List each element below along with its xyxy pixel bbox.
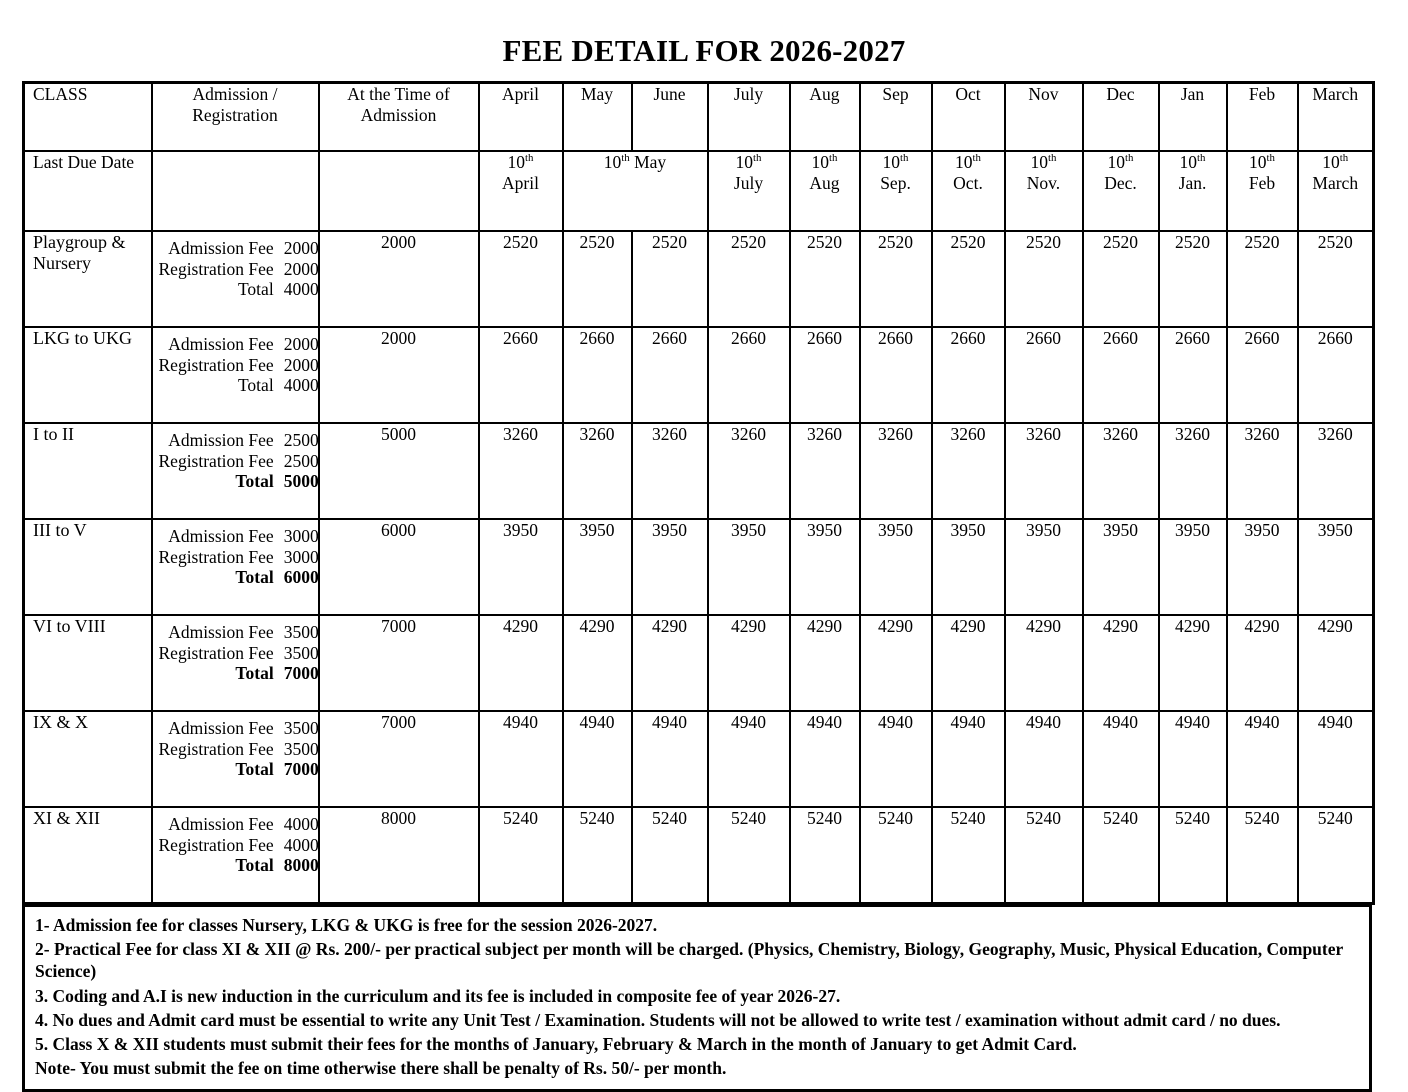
monthly-fee-march: 4940 [1298, 711, 1374, 807]
monthly-fee-july: 2660 [708, 327, 790, 423]
admission-fee-amount: 2000 [283, 334, 319, 354]
registration-fee-amount: 2000 [283, 354, 319, 375]
monthly-fee-july: 3260 [708, 423, 790, 519]
registration-fee-label: Registration Fee [158, 450, 274, 471]
registration-fee-label: Registration Fee [158, 642, 274, 663]
note-item: Note- You must submit the fee on time otherwise there shall be penalty of Rs. 50/- per month. [35, 1058, 727, 1079]
registration-fee-amount: 3000 [283, 546, 319, 567]
monthly-fee-aug: 3950 [790, 519, 860, 615]
monthly-fee-nov: 2520 [1005, 231, 1083, 327]
admission-fee-label: Admission Fee [168, 238, 274, 258]
registration-fee-label: Registration Fee [158, 738, 274, 759]
monthly-fee-oct: 4940 [932, 711, 1005, 807]
monthly-fee-dec: 2660 [1083, 327, 1159, 423]
monthly-fee-jan: 3950 [1159, 519, 1227, 615]
monthly-fee-aug: 4290 [790, 615, 860, 711]
registration-fee-amount: 2000 [283, 258, 319, 279]
header-month-march: March [1298, 83, 1374, 152]
admission-registration-breakdown [152, 615, 319, 711]
monthly-fee-feb: 3260 [1227, 423, 1298, 519]
admission-fee-amount: 3000 [283, 526, 319, 546]
admission-fee-label: Admission Fee [168, 430, 274, 450]
admission-registration-breakdown [152, 231, 319, 327]
total-fee-label: Total [235, 567, 274, 588]
header-month-aug: Aug [790, 83, 860, 152]
monthly-fee-jan: 5240 [1159, 807, 1227, 904]
due-date-oct: 10th Oct. [932, 151, 1005, 231]
monthly-fee-may: 2660 [563, 327, 632, 423]
monthly-fee-june: 5240 [632, 807, 708, 904]
table-row [24, 231, 1374, 327]
monthly-fee-feb: 4290 [1227, 615, 1298, 711]
monthly-fee-april: 3260 [479, 423, 563, 519]
monthly-fee-feb: 2520 [1227, 231, 1298, 327]
total-fee-amount: 6000 [283, 567, 319, 588]
admission-fee-amount: 2000 [283, 238, 319, 258]
registration-fee-label: Registration Fee [158, 546, 274, 567]
monthly-fee-sep: 5240 [860, 807, 932, 904]
monthly-fee-jan: 3260 [1159, 423, 1227, 519]
table-row [24, 519, 1374, 615]
header-at-time-of-admission: At the Time of Admission [319, 83, 479, 152]
monthly-fee-jan: 4290 [1159, 615, 1227, 711]
monthly-fee-june: 4940 [632, 711, 708, 807]
due-date-may: 10th May [563, 151, 708, 231]
registration-fee-amount: 3500 [283, 738, 319, 759]
monthly-fee-june: 4290 [632, 615, 708, 711]
class-name: III to V [24, 519, 152, 615]
monthly-fee-oct: 5240 [932, 807, 1005, 904]
monthly-fee-june: 2660 [632, 327, 708, 423]
total-fee-label: Total [235, 471, 274, 492]
table-row [24, 711, 1374, 807]
monthly-fee-july: 5240 [708, 807, 790, 904]
header-month-april: April [479, 83, 563, 152]
total-fee-label: Total [235, 759, 274, 780]
monthly-fee-may: 5240 [563, 807, 632, 904]
note-item: 4. No dues and Admit card must be essential to write any Unit Test / Examination. Students will not be allowed to write test / examination without admit card / no dues. [35, 1009, 1281, 1030]
monthly-fee-nov: 3950 [1005, 519, 1083, 615]
monthly-fee-oct: 4290 [932, 615, 1005, 711]
monthly-fee-june: 3950 [632, 519, 708, 615]
monthly-fee-sep: 4940 [860, 711, 932, 807]
registration-fee-amount: 4000 [283, 834, 319, 855]
at-time-of-admission-amount: 5000 [319, 423, 479, 519]
due-date-dec: 10th Dec. [1083, 151, 1159, 231]
admission-fee-label: Admission Fee [168, 622, 274, 642]
monthly-fee-dec: 3260 [1083, 423, 1159, 519]
admission-fee-label: Admission Fee [168, 526, 274, 546]
registration-fee-amount: 2500 [283, 450, 319, 471]
total-fee-amount: 7000 [283, 759, 319, 780]
total-fee-amount: 4000 [283, 375, 319, 396]
total-fee-amount: 8000 [283, 855, 319, 876]
monthly-fee-march: 4290 [1298, 615, 1374, 711]
header-class: CLASS [24, 83, 152, 152]
monthly-fee-july: 3950 [708, 519, 790, 615]
monthly-fee-aug: 5240 [790, 807, 860, 904]
monthly-fee-march: 2660 [1298, 327, 1374, 423]
header-month-nov: Nov [1005, 83, 1083, 152]
total-fee-label: Total [237, 375, 274, 396]
at-time-of-admission-amount: 6000 [319, 519, 479, 615]
due-date-nov: 10th Nov. [1005, 151, 1083, 231]
monthly-fee-april: 4940 [479, 711, 563, 807]
monthly-fee-july: 2520 [708, 231, 790, 327]
monthly-fee-jan: 4940 [1159, 711, 1227, 807]
monthly-fee-sep: 3950 [860, 519, 932, 615]
admission-fee-label: Admission Fee [168, 718, 274, 738]
at-time-of-admission-amount: 7000 [319, 615, 479, 711]
monthly-fee-april: 5240 [479, 807, 563, 904]
due-date-jan: 10th Jan. [1159, 151, 1227, 231]
monthly-fee-may: 3950 [563, 519, 632, 615]
class-name: XI & XII [24, 807, 152, 904]
monthly-fee-sep: 2660 [860, 327, 932, 423]
monthly-fee-dec: 4290 [1083, 615, 1159, 711]
table-row [24, 615, 1374, 711]
class-name: IX & X [24, 711, 152, 807]
monthly-fee-oct: 2520 [932, 231, 1005, 327]
monthly-fee-oct: 3950 [932, 519, 1005, 615]
header-month-feb: Feb [1227, 83, 1298, 152]
total-fee-amount: 7000 [283, 663, 319, 684]
monthly-fee-nov: 4940 [1005, 711, 1083, 807]
table-row [24, 423, 1374, 519]
monthly-fee-march: 3950 [1298, 519, 1374, 615]
monthly-fee-sep: 3260 [860, 423, 932, 519]
monthly-fee-dec: 5240 [1083, 807, 1159, 904]
monthly-fee-may: 3260 [563, 423, 632, 519]
header-month-may: May [563, 83, 632, 152]
header-month-june: June [632, 83, 708, 152]
total-fee-amount: 4000 [283, 279, 319, 300]
at-time-of-admission-amount: 2000 [319, 327, 479, 423]
admission-fee-label: Admission Fee [168, 334, 274, 354]
monthly-fee-dec: 2520 [1083, 231, 1159, 327]
monthly-fee-nov: 4290 [1005, 615, 1083, 711]
monthly-fee-feb: 2660 [1227, 327, 1298, 423]
monthly-fee-april: 4290 [479, 615, 563, 711]
due-date-sep: 10th Sep. [860, 151, 932, 231]
admission-registration-breakdown [152, 519, 319, 615]
monthly-fee-feb: 3950 [1227, 519, 1298, 615]
due-date-blank-admission [319, 151, 479, 231]
monthly-fee-aug: 3260 [790, 423, 860, 519]
header-month-sep: Sep [860, 83, 932, 152]
total-fee-amount: 5000 [283, 471, 319, 492]
admission-fee-amount: 4000 [283, 814, 319, 834]
table-row [24, 327, 1374, 423]
header-admission-registration: Admission / Registration [152, 83, 319, 152]
header-month-dec: Dec [1083, 83, 1159, 152]
at-time-of-admission-amount: 2000 [319, 231, 479, 327]
monthly-fee-march: 3260 [1298, 423, 1374, 519]
admission-fee-label: Admission Fee [168, 814, 274, 834]
admission-fee-amount: 3500 [283, 718, 319, 738]
monthly-fee-may: 4290 [563, 615, 632, 711]
class-name: Playgroup & Nursery [24, 231, 152, 327]
admission-registration-breakdown [152, 711, 319, 807]
total-fee-label: Total [237, 279, 274, 300]
monthly-fee-sep: 2520 [860, 231, 932, 327]
total-fee-label: Total [235, 855, 274, 876]
admission-registration-breakdown [152, 423, 319, 519]
class-name: LKG to UKG [24, 327, 152, 423]
monthly-fee-nov: 3260 [1005, 423, 1083, 519]
note-item: 3. Coding and A.I is new induction in the curriculum and its fee is included in composite fee of year 2026-27. [35, 985, 841, 1006]
due-date-feb: 10th Feb [1227, 151, 1298, 231]
monthly-fee-jan: 2660 [1159, 327, 1227, 423]
monthly-fee-april: 2520 [479, 231, 563, 327]
table-row [24, 807, 1374, 904]
monthly-fee-dec: 3950 [1083, 519, 1159, 615]
monthly-fee-oct: 2660 [932, 327, 1005, 423]
monthly-fee-aug: 2520 [790, 231, 860, 327]
class-name: I to II [24, 423, 152, 519]
due-date-july: 10th July [708, 151, 790, 231]
monthly-fee-may: 4940 [563, 711, 632, 807]
header-month-july: July [708, 83, 790, 152]
header-month-jan: Jan [1159, 83, 1227, 152]
monthly-fee-dec: 4940 [1083, 711, 1159, 807]
notes-section [22, 905, 1372, 1092]
monthly-fee-nov: 2660 [1005, 327, 1083, 423]
admission-registration-breakdown [152, 327, 319, 423]
due-date-march: 10th March [1298, 151, 1374, 231]
monthly-fee-feb: 5240 [1227, 807, 1298, 904]
monthly-fee-sep: 4290 [860, 615, 932, 711]
at-time-of-admission-amount: 7000 [319, 711, 479, 807]
at-time-of-admission-amount: 8000 [319, 807, 479, 904]
class-name: VI to VIII [24, 615, 152, 711]
monthly-fee-april: 3950 [479, 519, 563, 615]
last-due-date-row [24, 151, 1374, 231]
monthly-fee-oct: 3260 [932, 423, 1005, 519]
monthly-fee-nov: 5240 [1005, 807, 1083, 904]
monthly-fee-june: 2520 [632, 231, 708, 327]
monthly-fee-may: 2520 [563, 231, 632, 327]
registration-fee-label: Registration Fee [158, 354, 274, 375]
page-title: FEE DETAIL FOR 2026-2027 [502, 33, 906, 68]
fee-structure-table [22, 81, 1375, 905]
registration-fee-label: Registration Fee [158, 258, 274, 279]
monthly-fee-july: 4940 [708, 711, 790, 807]
monthly-fee-feb: 4940 [1227, 711, 1298, 807]
note-item: 2- Practical Fee for class XI & XII @ Rs. 200/- per practical subject per month will be charged. (Physics, Chemistry, Biology, Geography, Music, Physical Education, Computer Science) [35, 939, 1343, 982]
admission-fee-amount: 3500 [283, 622, 319, 642]
monthly-fee-march: 2520 [1298, 231, 1374, 327]
monthly-fee-jan: 2520 [1159, 231, 1227, 327]
monthly-fee-april: 2660 [479, 327, 563, 423]
due-date-april: 10th April [479, 151, 563, 231]
monthly-fee-june: 3260 [632, 423, 708, 519]
registration-fee-label: Registration Fee [158, 834, 274, 855]
header-month-oct: Oct [932, 83, 1005, 152]
admission-fee-amount: 2500 [283, 430, 319, 450]
last-due-date-label: Last Due Date [24, 151, 152, 231]
note-item: 5. Class X & XII students must submit their fees for the months of January, February & March in the month of January to get Admit Card. [35, 1034, 1077, 1055]
registration-fee-amount: 3500 [283, 642, 319, 663]
due-date-aug: 10th Aug [790, 151, 860, 231]
note-item: 1- Admission fee for classes Nursery, LKG & UKG is free for the session 2026-2027. [35, 915, 658, 935]
total-fee-label: Total [235, 663, 274, 684]
monthly-fee-aug: 2660 [790, 327, 860, 423]
admission-registration-breakdown [152, 807, 319, 904]
monthly-fee-march: 5240 [1298, 807, 1374, 904]
due-date-blank-registration [152, 151, 319, 231]
monthly-fee-july: 4290 [708, 615, 790, 711]
monthly-fee-aug: 4940 [790, 711, 860, 807]
table-header-row [24, 83, 1374, 152]
